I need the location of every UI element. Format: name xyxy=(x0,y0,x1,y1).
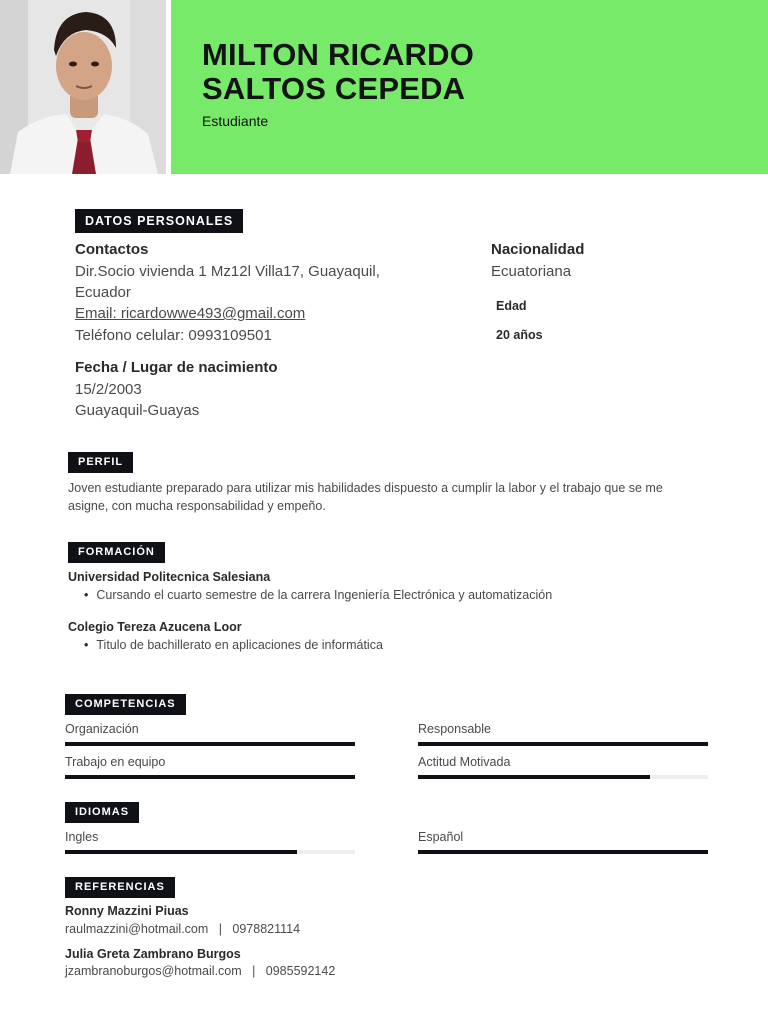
age-label: Edad xyxy=(496,299,527,313)
address-line-1: Dir.Socio vivienda 1 Mz12l Villa17, Guayaquil, xyxy=(75,263,380,280)
address-line-2: Ecuador xyxy=(75,284,131,301)
language-bar-fill xyxy=(65,850,297,854)
skill-bar xyxy=(418,742,708,746)
nationality-value: Ecuatoriana xyxy=(491,263,572,280)
language-name: Español xyxy=(418,830,464,844)
skill-name: Organización xyxy=(65,722,139,736)
reference-name: Ronny Mazzini Piuas xyxy=(65,904,189,918)
reference-phone: 0985592142 xyxy=(265,964,336,978)
skill-bar xyxy=(65,775,355,779)
skill-bar-fill xyxy=(418,775,650,779)
name-line-1: MILTON RICARDO xyxy=(202,37,475,72)
age-value: 20 años xyxy=(496,328,543,342)
education-institution-1: Universidad Politecnica Salesiana xyxy=(68,570,271,584)
profile-text-line-2: asigne, con mucha responsabilidad y empeño. xyxy=(68,499,326,513)
section-title-references: REFERENCIAS xyxy=(65,877,175,898)
profile-text-line-1: Joven estudiante preparado para utilizar mis habilidades dispuesto a cumplir la labor y el trabajo que se me xyxy=(68,481,663,495)
skill-name: Responsable xyxy=(418,722,491,736)
language-bar xyxy=(418,850,708,854)
reference-contact xyxy=(65,964,335,978)
skill-bar xyxy=(418,775,708,779)
section-title-skills: COMPETENCIAS xyxy=(65,694,186,715)
section-title-languages: IDIOMAS xyxy=(65,802,139,823)
separator: | xyxy=(211,922,229,936)
job-role: Estudiante xyxy=(202,113,269,129)
education-institution-2: Colegio Tereza Azucena Loor xyxy=(68,620,242,634)
skill-bar xyxy=(65,742,355,746)
phone-number: Teléfono celular: 0993109501 xyxy=(75,327,272,344)
skill-bar-fill xyxy=(65,742,355,746)
full-name xyxy=(202,38,474,106)
language-bar-fill xyxy=(418,850,708,854)
reference-contact xyxy=(65,922,300,936)
profile-photo-illustration xyxy=(0,0,166,174)
section-title-personal: DATOS PERSONALES xyxy=(75,209,243,233)
language-name: Ingles xyxy=(65,830,99,844)
profile-photo xyxy=(0,0,166,174)
skill-bar-fill xyxy=(65,775,355,779)
education-detail-1: • Cursando el cuarto semestre de la carrera Ingeniería Electrónica y automatización xyxy=(84,588,552,602)
birth-place: Guayaquil-Guayas xyxy=(75,402,200,419)
language-bar xyxy=(65,850,355,854)
skill-name: Trabajo en equipo xyxy=(65,755,166,769)
skill-bar-fill xyxy=(418,742,708,746)
contacts-label: Contactos xyxy=(75,241,149,258)
email-link[interactable]: Email: ricardowwe493@gmail.com xyxy=(75,305,306,322)
birth-label: Fecha / Lugar de nacimiento xyxy=(75,359,278,376)
nationality-label: Nacionalidad xyxy=(491,241,585,258)
reference-email[interactable]: raulmazzini@hotmail.com xyxy=(65,922,209,936)
reference-phone: 0978821114 xyxy=(232,922,301,936)
section-title-profile: PERFIL xyxy=(68,452,133,473)
skill-name: Actitud Motivada xyxy=(418,755,511,769)
name-line-2: SALTOS CEPEDA xyxy=(202,71,466,106)
separator: | xyxy=(245,964,263,978)
section-title-education: FORMACIÓN xyxy=(68,542,165,563)
reference-name: Julia Greta Zambrano Burgos xyxy=(65,947,241,961)
education-detail-2: • Titulo de bachillerato en aplicaciones de informática xyxy=(84,638,383,652)
birth-date: 15/2/2003 xyxy=(75,381,142,398)
reference-email[interactable]: jzambranoburgos@hotmail.com xyxy=(65,964,242,978)
